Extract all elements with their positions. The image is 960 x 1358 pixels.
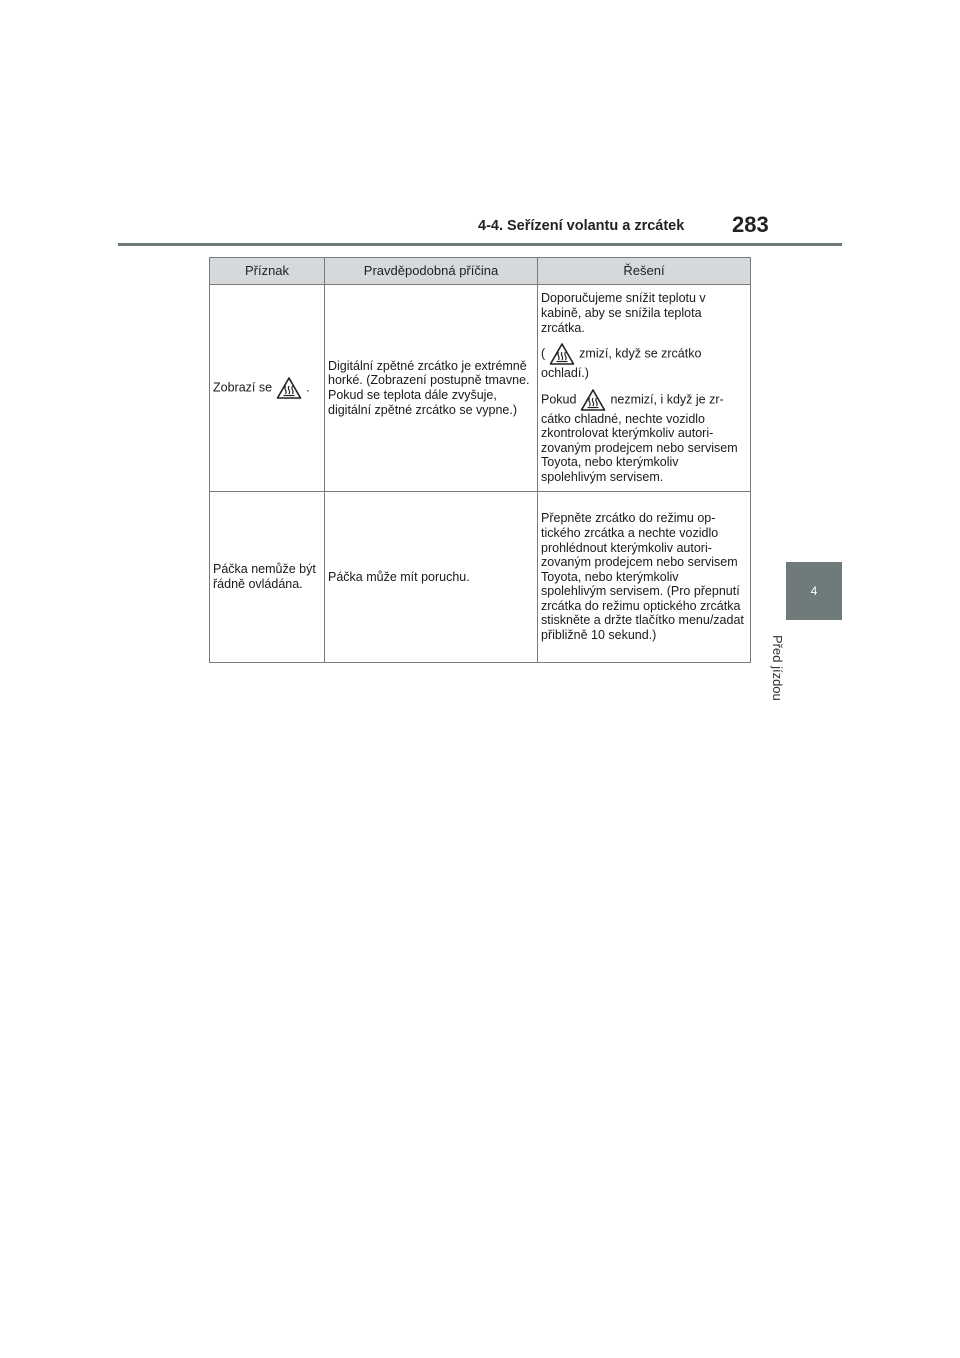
chapter-tab <box>786 562 842 620</box>
section-title: 4-4. Seřízení volantu a zrcátek <box>478 218 685 234</box>
table-row <box>210 492 751 663</box>
symptom-text: Zobrazí se <box>213 380 273 395</box>
solution-cell <box>538 492 751 663</box>
table-header-row <box>210 258 751 285</box>
header-symptom: Příznak <box>210 258 325 285</box>
cause-cell <box>325 285 538 492</box>
troubleshooting-table <box>209 257 751 663</box>
symptom-cell <box>210 492 325 663</box>
solution-paragraph <box>541 342 747 381</box>
heat-warning-icon <box>276 376 302 400</box>
solution-text: nezmizí, i když je zrcátko chladné, nechte vozidlo zkontrolovat kterýmkoliv autorizovaným prodejcem nebo servisem Toyota, nebo kterýmkoliv spolehlivým servisem. <box>541 392 738 485</box>
solution-text: zmizí, když se zrcátko ochladí.) <box>541 346 702 381</box>
table-row <box>210 285 751 492</box>
header-rule <box>118 243 842 246</box>
solution-paragraph: Doporučujeme snížit teplotu v kabině, aby se snížila teplota zrcátka. <box>541 291 706 335</box>
solution-paragraph <box>541 388 747 485</box>
header-cause: Pravděpodobná příčina <box>325 258 538 285</box>
header-solution: Řešení <box>538 258 751 285</box>
open-paren: ( <box>541 346 546 361</box>
symptom-cell <box>210 285 325 492</box>
cause-text: Páčka může mít poruchu. <box>328 569 470 584</box>
symptom-text: Páčka nemůže být řádně ovládána. <box>213 562 316 591</box>
heat-warning-icon <box>549 342 575 366</box>
solution-cell <box>538 285 751 492</box>
cause-cell <box>325 492 538 663</box>
chapter-label <box>770 635 810 745</box>
solution-text: Pokud <box>541 392 577 406</box>
chapter-number: 4 <box>810 584 818 598</box>
chapter-title: Před jízdou <box>770 635 785 701</box>
solution-paragraph: Přepněte zrcátko do režimu optického zrcátka a nechte vozidlo prohlédnout kterýmkoliv autorizovaným prodejcem nebo servisem Toyota, nebo kterýmkoliv spolehlivým servisem. (Pro přepnutí zrcátka do režimu optického zrcátka stiskněte a držte tlačítko menu/zadat přibližně 10 sekund.) <box>541 511 744 643</box>
page-number: 283 <box>732 212 769 237</box>
heat-warning-icon <box>580 388 606 412</box>
symptom-period: . <box>306 380 310 395</box>
cause-text: Digitální zpětné zrcátko je extrémně horké. (Zobrazení postupně tmavne. Pokud se teplota dále zvyšuje, digitální zpětné zrcátko se vypne.) <box>328 358 530 417</box>
